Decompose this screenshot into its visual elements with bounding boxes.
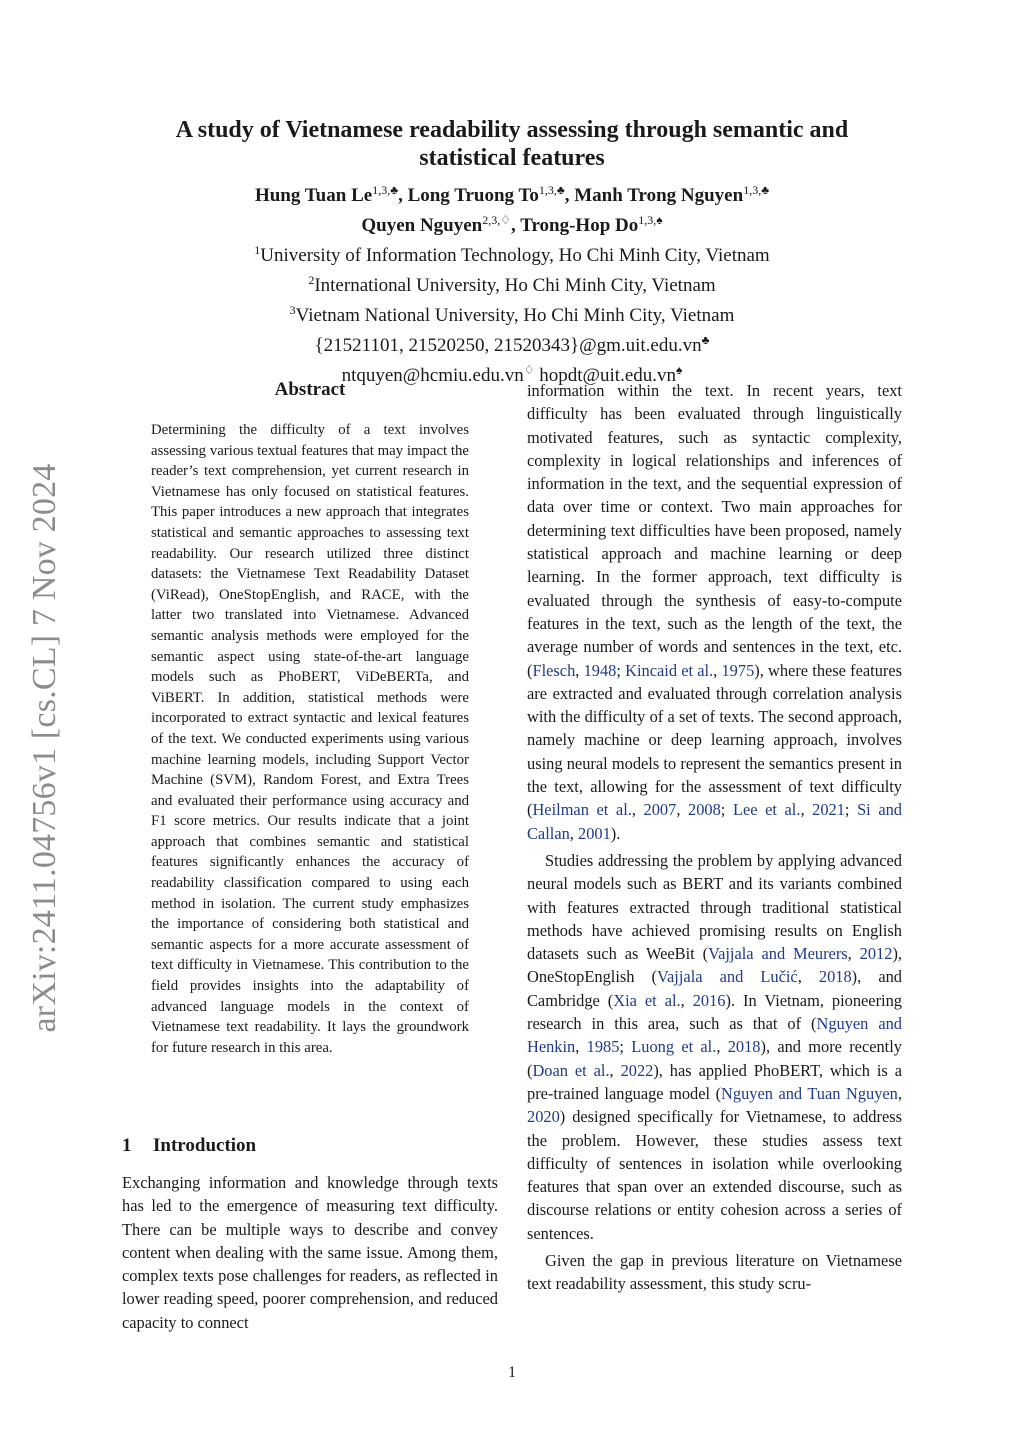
- author-affiliation-marker: 1,3,♣: [538, 183, 565, 197]
- citation-link[interactable]: 2021: [812, 800, 845, 820]
- author-name: Manh Trong Nguyen: [574, 185, 744, 206]
- author-name: Trong-Hop Do: [520, 215, 639, 236]
- author-line-2: Quyen Nguyen$^{2,3,♢}$, Trong-Hop $Do^{1,3,♠}$: [361, 213, 663, 236]
- email-group[interactable]: {21521101, 21520250, 21520343}@gm.uit.edu.vn: [314, 335, 702, 356]
- affiliation-marker: 1: [254, 243, 261, 257]
- citation-link[interactable]: 1985: [586, 1037, 620, 1057]
- citation-link[interactable]: 2012: [859, 944, 893, 964]
- citation-link[interactable]: 2016: [692, 990, 726, 1010]
- right-column: [527, 379, 902, 1296]
- citation-link[interactable]: Nguyen and Henkin: [527, 1014, 903, 1057]
- body-paragraph: Studies addressing the problem by applying advanced neural models such as BERT and its variants combined with features extracted through traditional statistical methods have achieved promising results on English datasets such as WeeBit (Vajjala and Meurers, 2012), OneStopEnglish (Vajjala and Lučić, 2018), and Cambridge (Xia et al., 2016). In Vietnam, pioneering research in this area, such as that of (Nguyen and Henkin, 1985; Luong et al., 2018), and more recently (Doan et al., 2022), has applied PhoBERT, which is a pre-trained language model (Nguyen and Tuan Nguyen, 2020) designed specifically for Vietnamese, to address the problem. However, these studies assess text difficulty of sentences in isolation while overlooking features that span over an extended discourse, such as discourse relations or entity cohesion across a series of sentences.: [527, 850, 903, 1243]
- arxiv-sidebar: [21, 455, 69, 1040]
- section-number: 1: [122, 1135, 132, 1156]
- body-paragraph: information within the text. In recent years, text difficulty has been evaluated through linguistically motivated features, such as syntactic complexity, complexity in logical relationships and inferences of information in the text, and the sequential expression of data over time or context. Two main approaches for determining text difficulties have been proposed, namely statistical approach and machine learning or deep learning. In the former approach, text difficulty is evaluated through the synthesis of easy-to-compute features in the text, such as the length of the text, the average number of words and sentences in the text, etc. (Flesch, 1948; Kincaid et al., 1975), where these features are extracted and evaluated through correlation analysis with the difficulty of a set of texts. The second approach, namely machine or deep learning approach, involves using neural models to represent the semantics present in the text, allowing for the assessment of text difficulty (Heilman et al., 2007, 2008; Lee et al., 2021; Si and Callan, 2001).: [527, 381, 903, 843]
- author-affiliation-marker: 1,3,♠: [638, 213, 663, 227]
- author-affiliation-marker: 2,3,♢: [482, 213, 512, 227]
- author-name: Hung Tuan Le: [254, 185, 373, 206]
- citation-link[interactable]: 2008: [688, 800, 721, 820]
- author-name: Quyen Nguyen: [361, 215, 483, 236]
- author-affiliation-marker: 1,3,♣: [743, 183, 770, 197]
- email-address[interactable]: ntquyen@hcmiu.edu.vn: [341, 365, 524, 386]
- affiliation-3: [120, 301, 904, 331]
- abstract-section: [151, 378, 469, 1058]
- author-block: [120, 181, 904, 391]
- citation-link[interactable]: Nguyen and Tuan Nguyen: [721, 1083, 898, 1103]
- citation-link[interactable]: 2001: [578, 823, 611, 843]
- paper-title: A study of Vietnamese readability assessing through semantic and statistical features: [175, 117, 849, 171]
- arxiv-identifier: arXiv:2411.04756v1 [cs.CL] 7 Nov 2024: [26, 463, 63, 1032]
- citation-link[interactable]: Xia et al.: [613, 990, 681, 1010]
- section-heading: [122, 1134, 498, 1158]
- affiliation-1: [120, 241, 904, 271]
- author-affiliation-marker: 1,3,♣: [372, 183, 399, 197]
- citation-link[interactable]: Vajjala and Meurers: [708, 944, 848, 964]
- author-name: Long Truong To: [407, 185, 539, 206]
- affiliation-text: University of Information Technology, Ho Chi Minh City, Vietnam: [260, 245, 770, 266]
- affiliation-2: [120, 271, 904, 301]
- intro-paragraph: Exchanging information and knowledge through texts has led to the emergence of measuring text difficulty. There can be multiple ways to describe and convey content when dealing with the same issue. Among them, complex texts pose challenges for readers, as reflected in lower reading speed, poorer comprehension, and reduced capacity to connect: [122, 1173, 498, 1332]
- body-paragraph: Given the gap in previous literature on Vietnamese text readability assessment, this study scru-: [527, 1250, 902, 1294]
- citation-link[interactable]: Lee et al.: [732, 800, 801, 820]
- affiliation-marker: 2: [308, 273, 315, 287]
- email-marker: ♣: [701, 333, 710, 347]
- affiliation-text: Vietnam National University, Ho Chi Minh City, Vietnam: [295, 305, 735, 326]
- citation-link[interactable]: Si and Callan: [527, 800, 902, 843]
- citation-link[interactable]: 2018: [727, 1037, 761, 1057]
- citation-link[interactable]: Flesch: [532, 660, 576, 680]
- email-address[interactable]: hopdt@uit.edu.vn: [539, 365, 677, 386]
- introduction-section: [122, 1134, 498, 1334]
- page-number: 1: [508, 1364, 516, 1381]
- affiliation-marker: 3: [289, 303, 296, 317]
- citation-link[interactable]: 2020: [527, 1107, 560, 1127]
- abstract-body: Determining the difficulty of a text involves assessing various textual features that may impact the reader’s text comprehension, yet current research in Vietnamese has only focused on statistical features. This paper introduces a new approach that integrates statistical and semantic approaches to assessing text readability. Our research utilized three distinct datasets: the Vietnamese Text Readability Dataset (ViRead), OneStopEnglish, and RACE, with the latter two translated into Vietnamese. Advanced semantic analysis methods were employed for the semantic aspect using state-of-the-art language models such as PhoBERT, ViDeBERTa, and ViBERT. In addition, statistical methods were incorporated to extract syntactic and lexical features of the text. We conducted experiments using various machine learning models, including Support Vector Machine (SVM), Random Forest, and Extra Trees and evaluated their performance using accuracy and F1 score metrics. Our results indicate that a joint approach that combines semantic and statistical features significantly enhances the accuracy of readability classification compared to using each method in isolation. The current study emphasizes the importance of considering both statistical and semantic aspects for a more accurate assessment of text difficulty in Vietnamese. This contribution to the field provides insights into the adaptability of advanced language models in the context of Vietnamese text readability. It lays the groundwork for future research in this area.: [151, 422, 469, 1056]
- author-line-1: Hung Tuan $Le^{1,3,♣}$, Long Truong $To^{1,3,♣}$, Manh Trong Nguyen$^{1,3,♣}$: [254, 183, 770, 206]
- abstract-heading: Abstract: [274, 379, 346, 400]
- email-marker: ♢: [523, 363, 535, 377]
- email-line-1: [120, 331, 904, 361]
- affiliation-text: International University, Ho Chi Minh City, Vietnam: [314, 275, 716, 296]
- citation-link[interactable]: 1975: [721, 660, 755, 680]
- citation-link[interactable]: Vajjala and Lučić: [657, 967, 798, 987]
- citation-link[interactable]: 2018: [818, 967, 852, 987]
- citation-link[interactable]: 1948: [583, 660, 617, 680]
- citation-link[interactable]: 2007: [643, 800, 677, 820]
- citation-link[interactable]: 2022: [620, 1060, 654, 1080]
- citation-link[interactable]: Heilman et al.: [532, 800, 632, 820]
- citation-link[interactable]: Doan et al.: [532, 1060, 610, 1080]
- section-title: Introduction: [153, 1135, 257, 1156]
- email-marker: ♠: [676, 363, 683, 377]
- citation-link[interactable]: Kincaid et al.: [625, 660, 714, 680]
- citation-link[interactable]: Luong et al.: [631, 1037, 717, 1057]
